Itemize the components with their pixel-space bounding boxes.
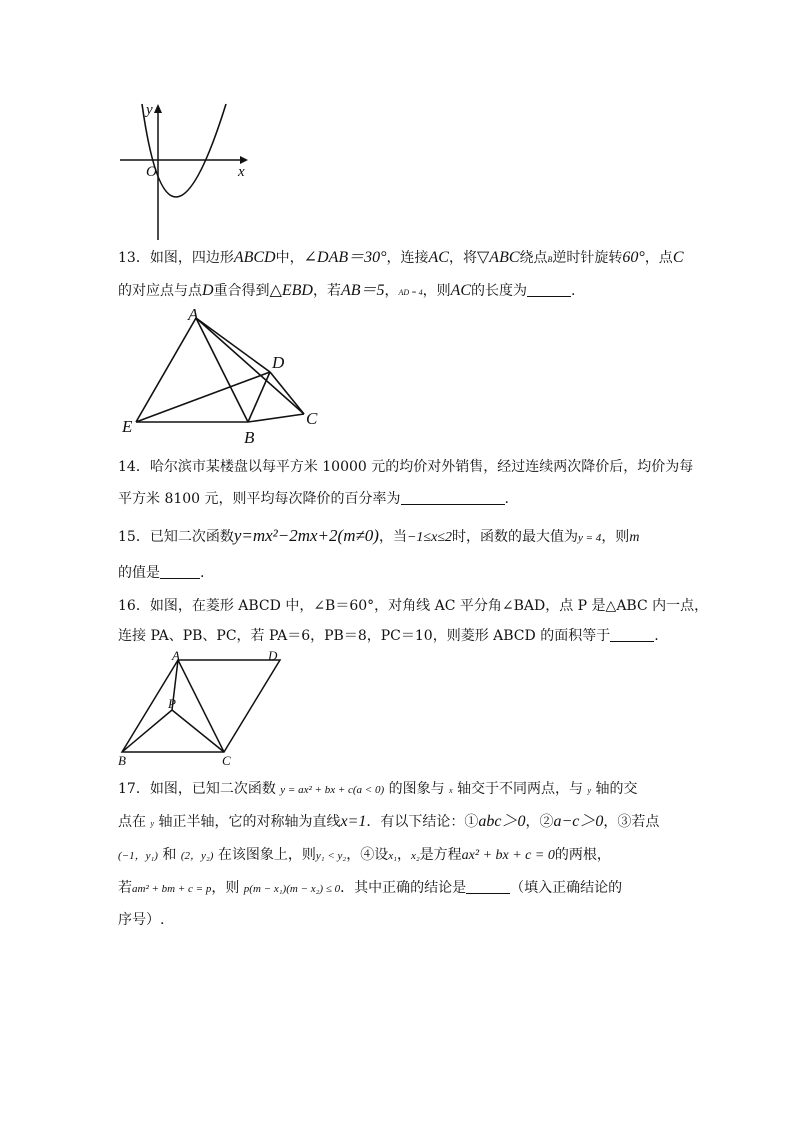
q13-number: 13．: [118, 250, 150, 266]
seg-AB: [196, 318, 248, 422]
label-D: D: [268, 648, 278, 663]
seg-AE: [136, 318, 196, 422]
y-axis-arrow: [154, 104, 162, 113]
q13-line1: 13．如图，四边形ABCD中，∠DAB＝30°，连接AC，将▽ABC绕点B逆时针旋转60°，点C: [118, 249, 684, 266]
seg-DC: [270, 372, 304, 414]
x-axis-arrow: [240, 156, 248, 164]
label-P: P: [168, 696, 176, 711]
seg-ED: [136, 372, 270, 422]
seg-BC: [248, 414, 304, 422]
seg-AD: [196, 318, 270, 372]
q13-answer-blank: [527, 282, 571, 297]
q13-line2: 的对应点与点D重合得到△EBD，若AB＝5，AD = 4，则AC的长度为 .: [118, 282, 576, 299]
origin-label: O: [146, 164, 157, 180]
q15-line2: 的值是 .: [118, 565, 205, 581]
q17-number: 17．: [118, 781, 150, 797]
label-A: A: [172, 648, 180, 663]
q17-answer-blank: [466, 879, 510, 894]
label-B: B: [118, 753, 126, 768]
seg-AC: [196, 318, 304, 414]
q14-answer-blank: [401, 490, 505, 505]
q17-line4: 若am² + bm + c = p，则 p(m − x₁)(m − x₂) ≤ 0．其中正确的结论是 （填入正确结论的: [118, 880, 623, 896]
parabola-figure: [116, 98, 256, 246]
label-B: B: [244, 428, 255, 447]
q16-figure: [116, 648, 296, 768]
label-C: C: [222, 753, 231, 768]
q15-answer-blank: [160, 564, 200, 579]
seg-PB: [122, 710, 172, 752]
q17-line2: 点在 y 轴正半轴，它的对称轴为直线x=1．有以下结论：①abc＞0，②a−c＞0，③若点: [118, 813, 660, 830]
q16-number: 16．: [118, 598, 150, 614]
diagonal-AC: [178, 660, 224, 752]
seg-PC: [172, 710, 224, 752]
q17-line3: (−1，y₁) 和 (2，y₂) 在该图象上，则y₁ < y₂，④设x₁，x₂是方程ax² + bx + c = 0的两根，: [118, 847, 611, 863]
label-D: D: [272, 353, 285, 372]
q16-answer-blank: [610, 627, 654, 642]
q15-line1: 15．已知二次函数y=mx²−2mx+2(m≠0)，当−1≤x≤2时，函数的最大值为y = 4，则m: [118, 526, 640, 545]
y-axis-label: y: [146, 102, 153, 118]
q17-line5: 序号）.: [118, 912, 165, 928]
q17-line1: 17．如图，已知二次函数 y = ax² + bx + c(a < 0) 的图象与 x 轴交于不同两点，与 y 轴的交: [118, 781, 638, 797]
q16-line2: 连接 PA、PB、PC，若 PA＝6，PB＝8，PC＝10，则菱形 ABCD 的面积等于 .: [118, 628, 659, 644]
label-C: C: [306, 409, 318, 428]
parabola-curve: [142, 104, 226, 197]
x-axis-label: x: [238, 164, 245, 180]
q14-line2: 平方米 8100 元，则平均每次降价的百分率为 .: [118, 491, 509, 507]
q13-figure: [118, 306, 328, 448]
q14-number: 14．: [118, 459, 150, 475]
label-E: E: [122, 417, 133, 436]
label-A: A: [188, 306, 199, 324]
q15-number: 15．: [118, 529, 150, 545]
q14-line1: 14．哈尔滨市某楼盘以每平方米 10000 元的均价对外销售，经过连续两次降价后，均价为每: [118, 459, 694, 475]
q16-line1: 16．如图，在菱形 ABCD 中，∠B＝60°，对角线 AC 平分角∠BAD，点 P 是△ABC 内一点，: [118, 598, 709, 614]
